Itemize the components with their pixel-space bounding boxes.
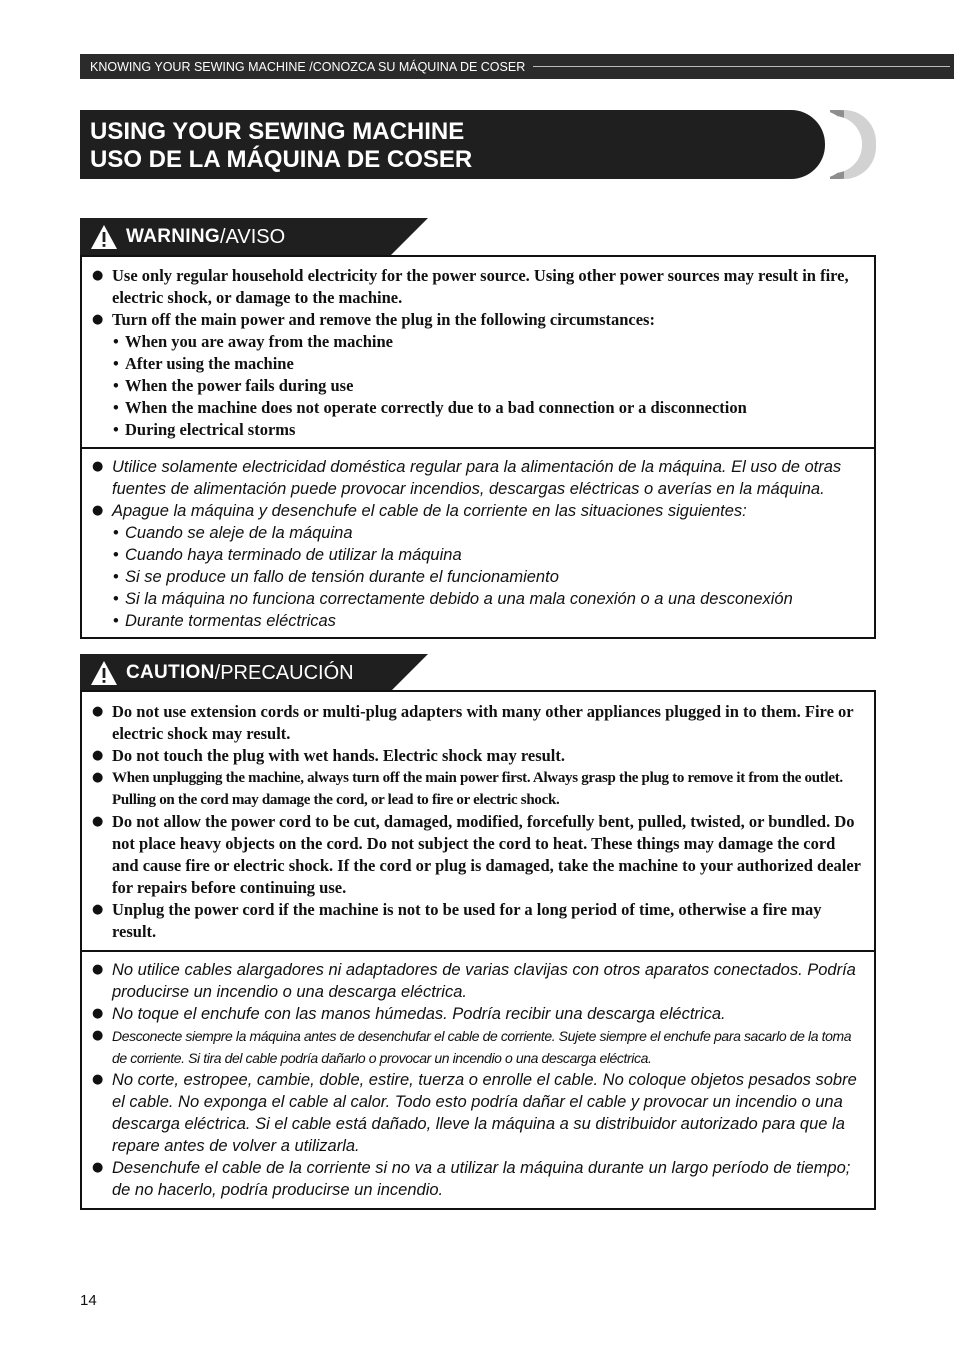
list-item: ● Utilice solamente electricidad doméstica regular para la alimentación de la máquina. El uso de otras fuentes de alimentación puede provocar incendios, descargas eléctricas o averías en la máquina. xyxy=(92,458,842,498)
language-divider xyxy=(82,447,874,449)
sub-list-item: • Durante tormentas eléctricas xyxy=(113,612,336,630)
sub-list-item: • When you are away from the machine xyxy=(113,332,393,351)
bullet-icon: ● xyxy=(92,704,104,719)
list-item: ● Do not allow the power cord to be cut, damaged, modified, forcefully bent, pulled, twisted, or bundled. Do not place heavy objects on the cord. Do not subject the cord to heat. These things may damage the cord and cause fire or electric shock. If the cord or plug is damaged, take the machine to your authorized dealer for repairs before continuing use. xyxy=(92,812,861,897)
caution-tab xyxy=(80,654,390,692)
warning-triangle-icon xyxy=(90,224,118,250)
bullet-icon: ● xyxy=(92,268,104,283)
warning-label-es: /AVISO xyxy=(219,225,286,248)
warning-spanish-section xyxy=(92,456,866,632)
page-title-line-es: USO DE LA MÁQUINA DE COSER xyxy=(90,146,473,173)
section-header-bar xyxy=(80,54,954,79)
caution-box xyxy=(80,690,876,1210)
list-item: ● No corte, estropee, cambie, doble, estire, tuerza o enrolle el cable. No coloque objetos pesados sobre el cable. No exponga el cable al calor. Todo esto podría dañar el cable y provocar un incendio o una descarga eléctrica. Si el cable está dañado, lleve la máquina a su distribuidor autorizado para que la repare antes de volver a utilizarla. xyxy=(92,1071,857,1155)
list-item: ● Use only regular household electricity for the power source. Using other power sources may result in fire, electric shock, or damage to the machine. xyxy=(92,266,849,307)
sub-list-item: • Cuando se aleje de la máquina xyxy=(113,524,353,542)
list-item: ● Turn off the main power and remove the plug in the following circumstances: xyxy=(92,310,655,329)
warning-tab xyxy=(80,218,390,256)
warning-label-en: WARNING xyxy=(126,226,220,247)
page-title-block xyxy=(80,110,880,180)
list-item: ● Do not touch the plug with wet hands. Electric shock may result. xyxy=(92,746,566,765)
caution-label-en: CAUTION xyxy=(126,662,215,683)
bullet-icon: ● xyxy=(92,459,104,474)
bullet-icon: ● xyxy=(92,1160,104,1175)
page-title xyxy=(80,110,825,179)
warning-english-section xyxy=(92,265,866,441)
list-item: ● No utilice cables alargadores ni adaptadores de varias clavijas con otros aparatos conectados. Podría producirse un incendio o una descarga eléctrica. xyxy=(92,961,856,1001)
bullet-icon: ● xyxy=(92,1006,104,1021)
bullet-icon: ● xyxy=(92,1072,104,1087)
list-item: ● No toque el enchufe con las manos húmedas. Podría recibir una descarga eléctrica. xyxy=(92,1005,726,1023)
section-title-en: KNOWING YOUR SEWING MACHINE / xyxy=(90,59,313,74)
bullet-icon: ● xyxy=(92,814,104,829)
warning-box xyxy=(80,255,876,639)
sub-list-item: • Cuando haya terminado de utilizar la máquina xyxy=(113,546,462,564)
bullet-icon: ● xyxy=(92,312,104,327)
page-number: 14 xyxy=(80,1292,97,1309)
section-title-es: CONOZCA SU MÁQUINA DE COSER xyxy=(312,59,526,74)
sub-list-item: • Si la máquina no funciona correctamente debido a una mala conexión o a una desconexión xyxy=(113,590,793,608)
list-item: ● Unplug the power cord if the machine is not to be used for a long period of time, otherwise a fire may result. xyxy=(92,900,822,941)
language-divider xyxy=(82,950,874,952)
list-item: ● Apague la máquina y desenchufe el cable de la corriente en las situaciones siguientes: xyxy=(92,502,747,520)
list-item: ● When unplugging the machine, always turn off the main power first. Always grasp the plug to remove it from the outlet. Pulling on the cord may damage the cord, or lead to fire or electric shock. xyxy=(92,767,866,811)
bullet-icon: ● xyxy=(92,748,104,763)
list-item: ● Desconecte siempre la máquina antes de desenchufar el cable de corriente. Sujete siempre el enchufe para sacarlo de la toma de corriente. Si tira del cable podría dañarlo o provocar un incendio o una descarga eléctrica. xyxy=(92,1025,866,1069)
sub-list-item: • When the power fails during use xyxy=(113,376,354,395)
caution-label-es: /PRECAUCIÓN xyxy=(214,661,354,684)
bullet-icon: ● xyxy=(92,770,104,785)
sub-list-item: • After using the machine xyxy=(113,354,294,373)
caution-english-section xyxy=(92,701,866,943)
bullet-icon: ● xyxy=(92,1028,104,1043)
list-item: ● Desenchufe el cable de la corriente si no va a utilizar la máquina durante un largo período de tiempo; de no hacerlo, podría producirse un incendio. xyxy=(92,1159,851,1199)
caution-triangle-icon xyxy=(90,660,118,686)
caution-spanish-section xyxy=(92,959,866,1201)
bullet-icon: ● xyxy=(92,962,104,977)
bullet-icon: ● xyxy=(92,902,104,917)
header-rule xyxy=(533,66,950,67)
bullet-icon: ● xyxy=(92,503,104,518)
sub-list-item: • When the machine does not operate correctly due to a bad connection or a disconnection xyxy=(113,398,747,417)
sub-list-item: • Si se produce un fallo de tensión durante el funcionamiento xyxy=(113,568,559,586)
sub-list-item: • During electrical storms xyxy=(113,420,296,439)
list-item: ● Do not use extension cords or multi-plug adapters with many other appliances plugged in to them. Fire or electric shock may result. xyxy=(92,702,854,743)
page-title-line-en: USING YOUR SEWING MACHINE xyxy=(90,118,465,145)
